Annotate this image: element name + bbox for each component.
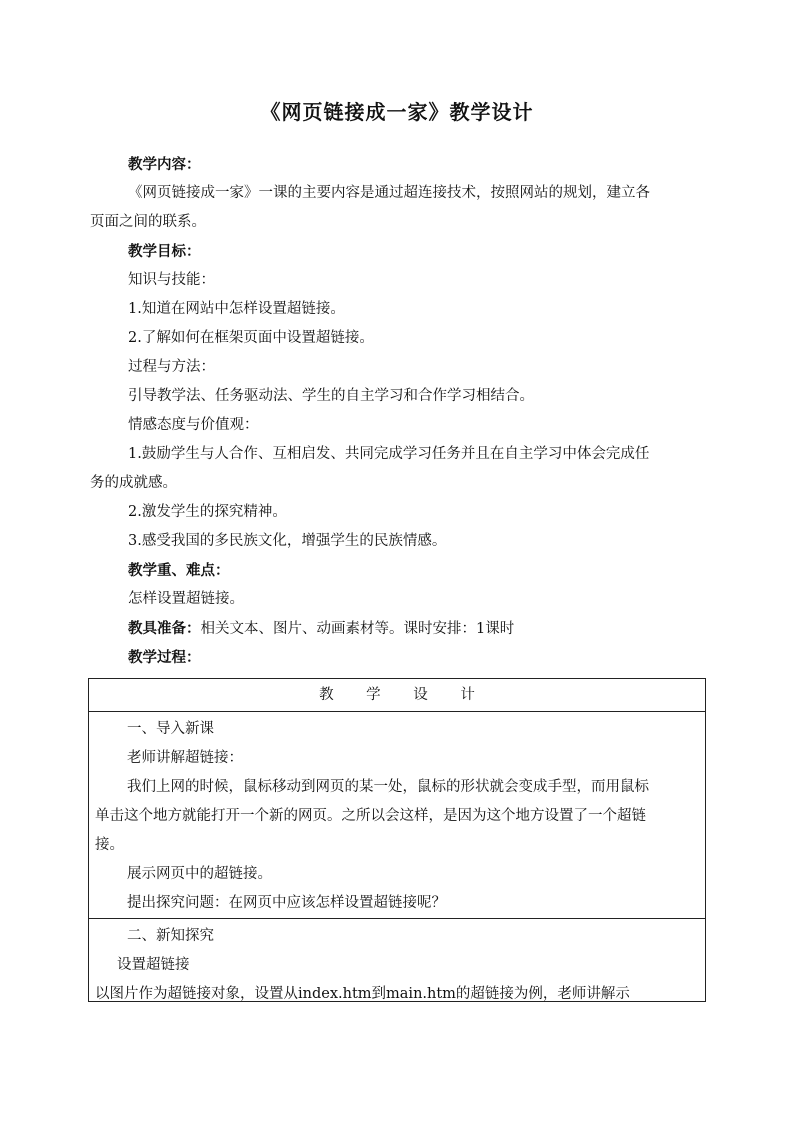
paragraph-line: 怎样设置超链接。 — [128, 591, 244, 607]
table-row: 二、新知探究 — [127, 928, 214, 944]
subheading-attitude: 情感态度与价值观： — [128, 417, 259, 433]
teaching-aids-text: 相关文本、图片、动画素材等。课时安排：1课时 — [200, 621, 515, 637]
table-row: 一、导入新课 — [127, 721, 214, 737]
document-title: 《网页链接成一家》教学设计 — [260, 100, 534, 124]
heading-objectives: 教学目标： — [128, 243, 201, 260]
list-item: 2.激发学生的探究精神。 — [128, 504, 287, 520]
table-row: 老师讲解超链接： — [127, 750, 243, 766]
list-item: 2.了解如何在框架页面中设置超链接。 — [128, 330, 374, 346]
table-row: 接。 — [95, 837, 124, 853]
table-row: 设置超链接 — [117, 957, 190, 973]
heading-teaching-aids: 教具准备： — [128, 620, 201, 637]
table-header: 教 学 设 计 — [89, 679, 705, 712]
heading-key-points: 教学重、难点： — [128, 562, 230, 579]
table-row: 我们上网的时候，鼠标移动到网页的某一处，鼠标的形状就会变成手型，而用鼠标 — [127, 779, 649, 795]
table-row: 展示网页中的超链接。 — [127, 866, 272, 882]
table-section-intro — [89, 712, 705, 919]
list-item: 1.鼓励学生与人合作、互相启发、共同完成学习任务并且在自主学习中体会完成任 — [128, 446, 650, 462]
teaching-design-table — [88, 678, 706, 1002]
table-section-explore — [89, 919, 705, 1009]
paragraph-line: 《网页链接成一家》一课的主要内容是通过超连接技术，按照网站的规划，建立各 — [128, 185, 650, 201]
subheading-process: 过程与方法： — [128, 359, 215, 375]
list-item-continued: 务的成就感。 — [90, 475, 177, 491]
document-body — [90, 150, 706, 672]
table-row: 提出探究问题：在网页中应该怎样设置超链接呢？ — [127, 895, 446, 911]
heading-process: 教学过程： — [128, 649, 201, 666]
subheading-knowledge: 知识与技能： — [128, 272, 215, 288]
paragraph-line: 引导教学法、任务驱动法、学生的自主学习和合作学习相结合。 — [128, 388, 534, 404]
heading-content: 教学内容： — [128, 156, 201, 173]
list-item: 3.感受我国的多民族文化，增强学生的民族情感。 — [128, 533, 447, 549]
paragraph-line: 页面之间的联系。 — [90, 214, 206, 230]
list-item: 1.知道在网站中怎样设置超链接。 — [128, 301, 345, 317]
teaching-aids-line — [90, 614, 706, 643]
table-row: 单击这个地方就能打开一个新的网页。之所以会这样，是因为这个地方设置了一个超链 — [95, 808, 646, 824]
table-row: 以图片作为超链接对象，设置从index.htm到main.htm的超链接为例，老师讲解示 — [95, 986, 630, 1002]
